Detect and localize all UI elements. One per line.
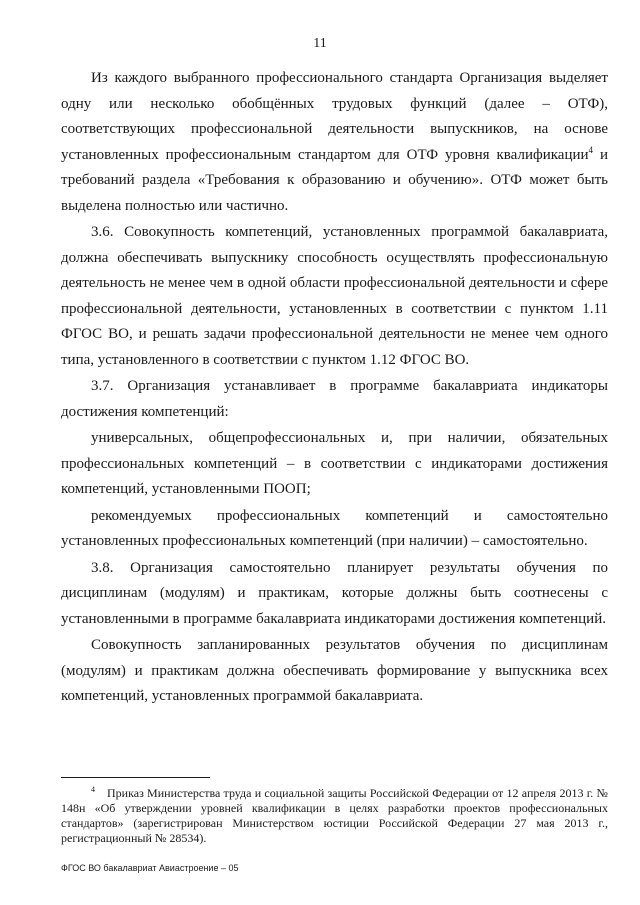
paragraph-otf-tail: и требований раздела «Требования к образованию и обучению». ОТФ может быть выделена полностью или частично. (61, 146, 608, 214)
footnote-reference[interactable]: 4 (588, 144, 594, 155)
paragraph-3-8: 3.8. Организация самостоятельно планирует результаты обучения по дисциплинам (модулям) и практикам, которые должны быть соотнесены с установленными в программе бакалавриата индикаторами достижения компетенций. (61, 559, 608, 627)
footnote-divider (61, 777, 210, 778)
paragraph-recommended-competencies: рекомендуемых профессиональных компетенций и самостоятельно установленных профессиональных компетенций (при наличии) – самостоятельно. (61, 507, 608, 549)
footnote-marker: 4 (91, 785, 95, 794)
paragraph-learning-outcomes: Совокупность запланированных результатов обучения по дисциплинам (модулям) и практикам должна обеспечивать формирование у выпускника всех компетенций, установленных программой бакалавриата. (61, 637, 608, 704)
paragraph-3-7: 3.7. Организация устанавливает в программе бакалавриата индикаторы достижения компетенций: (61, 378, 608, 420)
document-footer: ФГОС ВО бакалавриат Авиастроение – 05 (61, 863, 239, 873)
document-body (61, 66, 608, 711)
footnote (61, 786, 608, 846)
page-number: 11 (313, 36, 327, 51)
paragraph-otf-text: Из каждого выбранного профессионального стандарта Организация выделяет одну или несколько обобщённых трудовых функций (далее – ОТФ), соответствующих профессиональной деятельности выпускников, на основе установленных профессиональным стандартом для ОТФ уровня квалификации (61, 70, 608, 163)
footnote-text: Приказ Министерства труда и социальной защиты Российской Федерации от 12 апреля 2013 г. № 148н «Об утверждении уровней квалификации в целях разработки проектов профессиональных стандартов» (зарегистрирован Министерством юстиции Российской Федерации 27 мая 2013 г., регистрационный № 28534). (61, 786, 608, 845)
paragraph-3-6: 3.6. Совокупность компетенций, установленных программой бакалавриата, должна обеспечивать выпускнику способность осуществлять профессиональную деятельность не менее чем в одной области профессиональной деятельности и сфере профессиональной деятельности, установленных в соответствии с пунктом 1.11 ФГОС ВО, и решать задачи профессиональной деятельности не менее чем одного типа, установленного в соответствии с пунктом 1.12 ФГОС ВО. (61, 224, 608, 368)
paragraph-otf (61, 66, 608, 219)
paragraph-universal-competencies: универсальных, общепрофессиональных и, при наличии, обязательных профессиональных компетенций – в соответствии с индикаторами достижения компетенций, установленными ПООП; (61, 430, 608, 497)
